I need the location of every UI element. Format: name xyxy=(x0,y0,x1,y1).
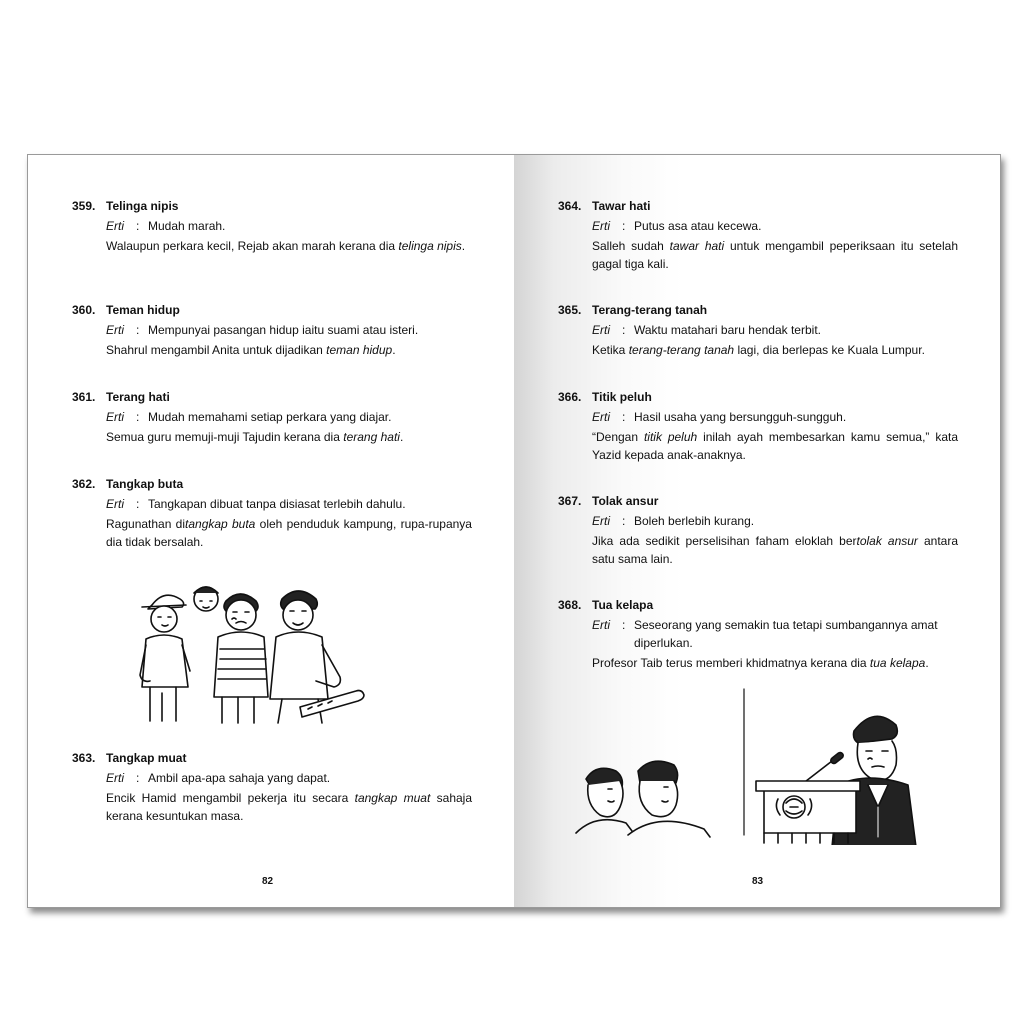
erti-label: Erti xyxy=(592,514,610,528)
entry-number: 363. xyxy=(72,751,96,765)
entry-term: Telinga nipis xyxy=(106,199,179,213)
entry-example: Walaupun perkara kecil, Rejab akan marah kerana dia telinga nipis. xyxy=(106,239,466,253)
entry-meaning: Hasil usaha yang bersungguh-sungguh. xyxy=(634,410,847,424)
entry-term: Terang hati xyxy=(106,390,170,404)
entry-363: 363. Tangkap muat Erti : Ambil apa-apa sahaja yang dapat. Encik Hamid mengambil pekerja itu secara tangkap muat sahaja kerana kesuntukan masa. xyxy=(72,751,472,823)
entry-example: Encik Hamid mengambil pekerja itu secara tangkap muat sahaja kerana kesuntukan masa. xyxy=(106,791,472,823)
entry-361: 361. Terang hati Erti : Mudah memahami setiap perkara yang diajar. Semua guru memuji-muji Tajudin kerana dia terang hati. xyxy=(72,388,472,446)
entry-meaning: Tangkapan dibuat tanpa disiasat terlebih dahulu. xyxy=(148,497,406,511)
entry-366: 366. Titik peluh Erti : Hasil usaha yang bersungguh-sungguh. “Dengan titik peluh inilah ayah membesarkan kamu semua,” kata Yazid kepada anak-anaknya. xyxy=(558,390,959,462)
entry-365: 365. Terang-terang tanah Erti : Waktu matahari baru hendak terbit. Ketika terang-terang tanah lagi, dia berlepas ke Kuala Lumpur. xyxy=(558,301,958,359)
entry-example: Semua guru memuji-muji Tajudin kerana dia terang hati. xyxy=(106,430,404,444)
entry-meaning: Waktu matahari baru hendak terbit. xyxy=(634,323,821,337)
right-page xyxy=(514,155,1000,907)
entry-term: Tua kelapa xyxy=(592,598,654,612)
erti-label: Erti xyxy=(592,410,610,424)
entry-example: “Dengan titik peluh inilah ayah membesarkan kamu semua,” kata Yazid kepada anak-anaknya. xyxy=(592,430,959,462)
entry-number: 367. xyxy=(558,494,582,508)
entry-example: Ketika terang-terang tanah lagi, dia berlepas ke Kuala Lumpur. xyxy=(592,343,925,357)
entry-368: 368. Tua kelapa Erti : Seseorang yang semakin tua tetapi sumbangannya amat diperlukan. Profesor Taib terus memberi khidmatnya kerana dia tua kelapa. xyxy=(558,596,958,672)
entry-number: 365. xyxy=(558,303,582,317)
erti-label: Erti xyxy=(106,410,124,424)
entry-number: 362. xyxy=(72,477,96,491)
entry-term: Tawar hati xyxy=(592,199,651,213)
entry-example: Profesor Taib terus memberi khidmatnya kerana dia tua kelapa. xyxy=(592,656,929,670)
entry-364: 364. Tawar hati Erti : Putus asa atau kecewa. Salleh sudah tawar hati untuk mengambil peperiksaan itu setelah gagal tiga kali. xyxy=(558,199,958,271)
entry-term: Titik peluh xyxy=(592,390,652,404)
entry-362: 362. Tangkap buta Erti : Tangkapan dibuat tanpa disiasat terlebih dahulu. Ragunathan ditangkap buta oleh penduduk kampung, rupa-rupanya dia tidak bersalah. xyxy=(72,477,472,549)
group-of-men-illustration xyxy=(132,575,372,725)
entry-number: 359. xyxy=(72,199,96,213)
entry-number: 361. xyxy=(72,390,96,404)
erti-label: Erti xyxy=(592,618,610,632)
entry-term: Tangkap buta xyxy=(106,477,184,491)
entry-example: Salleh sudah tawar hati untuk mengambil peperiksaan itu setelah gagal tiga kali. xyxy=(592,239,958,271)
entry-term: Terang-terang tanah xyxy=(592,303,708,317)
erti-label: Erti xyxy=(106,219,124,233)
entry-example: Jika ada sedikit perselisihan faham eloklah bertolak ansur antara satu sama lain. xyxy=(592,534,959,566)
entry-meaning: Mempunyai pasangan hidup iaitu suami atau isteri. xyxy=(148,323,419,337)
entry-367: 367. Tolak ansur Erti : Boleh berlebih kurang. Jika ada sedikit perselisihan faham eloklah bertolak ansur antara satu sama lain. xyxy=(558,494,959,566)
erti-label: Erti xyxy=(592,219,610,233)
entry-number: 364. xyxy=(558,199,582,213)
erti-label: Erti xyxy=(106,771,124,785)
entry-number: 366. xyxy=(558,390,582,404)
erti-label: Erti xyxy=(106,323,124,337)
entry-360: 360. Teman hidup Erti : Mempunyai pasangan hidup iaitu suami atau isteri. Shahrul mengambil Anita untuk dijadikan teman hidup. xyxy=(72,301,472,359)
entry-meaning: Ambil apa-apa sahaja yang dapat. xyxy=(148,771,331,785)
page-number: 83 xyxy=(752,876,764,887)
page-number: 82 xyxy=(262,876,274,887)
entry-meaning: Mudah memahami setiap perkara yang diajar. xyxy=(148,410,392,424)
erti-label: Erti xyxy=(592,323,610,337)
entry-term: Teman hidup xyxy=(106,303,180,317)
entry-example: Ragunathan ditangkap buta oleh penduduk kampung, rupa-rupanya dia tidak bersalah. xyxy=(106,517,472,549)
left-page xyxy=(28,155,514,907)
speaker-at-podium-illustration xyxy=(568,685,948,845)
entry-number: 368. xyxy=(558,598,582,612)
erti-label: Erti xyxy=(106,497,124,511)
entry-number: 360. xyxy=(72,303,96,317)
entry-359: 359. Telinga nipis Erti : Mudah marah. Walaupun perkara kecil, Rejab akan marah kerana dia telinga nipis. xyxy=(72,197,472,255)
entry-meaning: Mudah marah. xyxy=(148,219,226,233)
entry-meaning: Boleh berlebih kurang. xyxy=(634,514,755,528)
open-book xyxy=(27,154,1001,908)
entry-example: Shahrul mengambil Anita untuk dijadikan teman hidup. xyxy=(106,343,396,357)
entry-meaning: Putus asa atau kecewa. xyxy=(634,219,762,233)
entry-term: Tolak ansur xyxy=(592,494,659,508)
entry-term: Tangkap muat xyxy=(106,751,187,765)
entry-meaning: Seseorang yang semakin tua tetapi sumbangannya amat diperlukan. xyxy=(634,618,938,650)
